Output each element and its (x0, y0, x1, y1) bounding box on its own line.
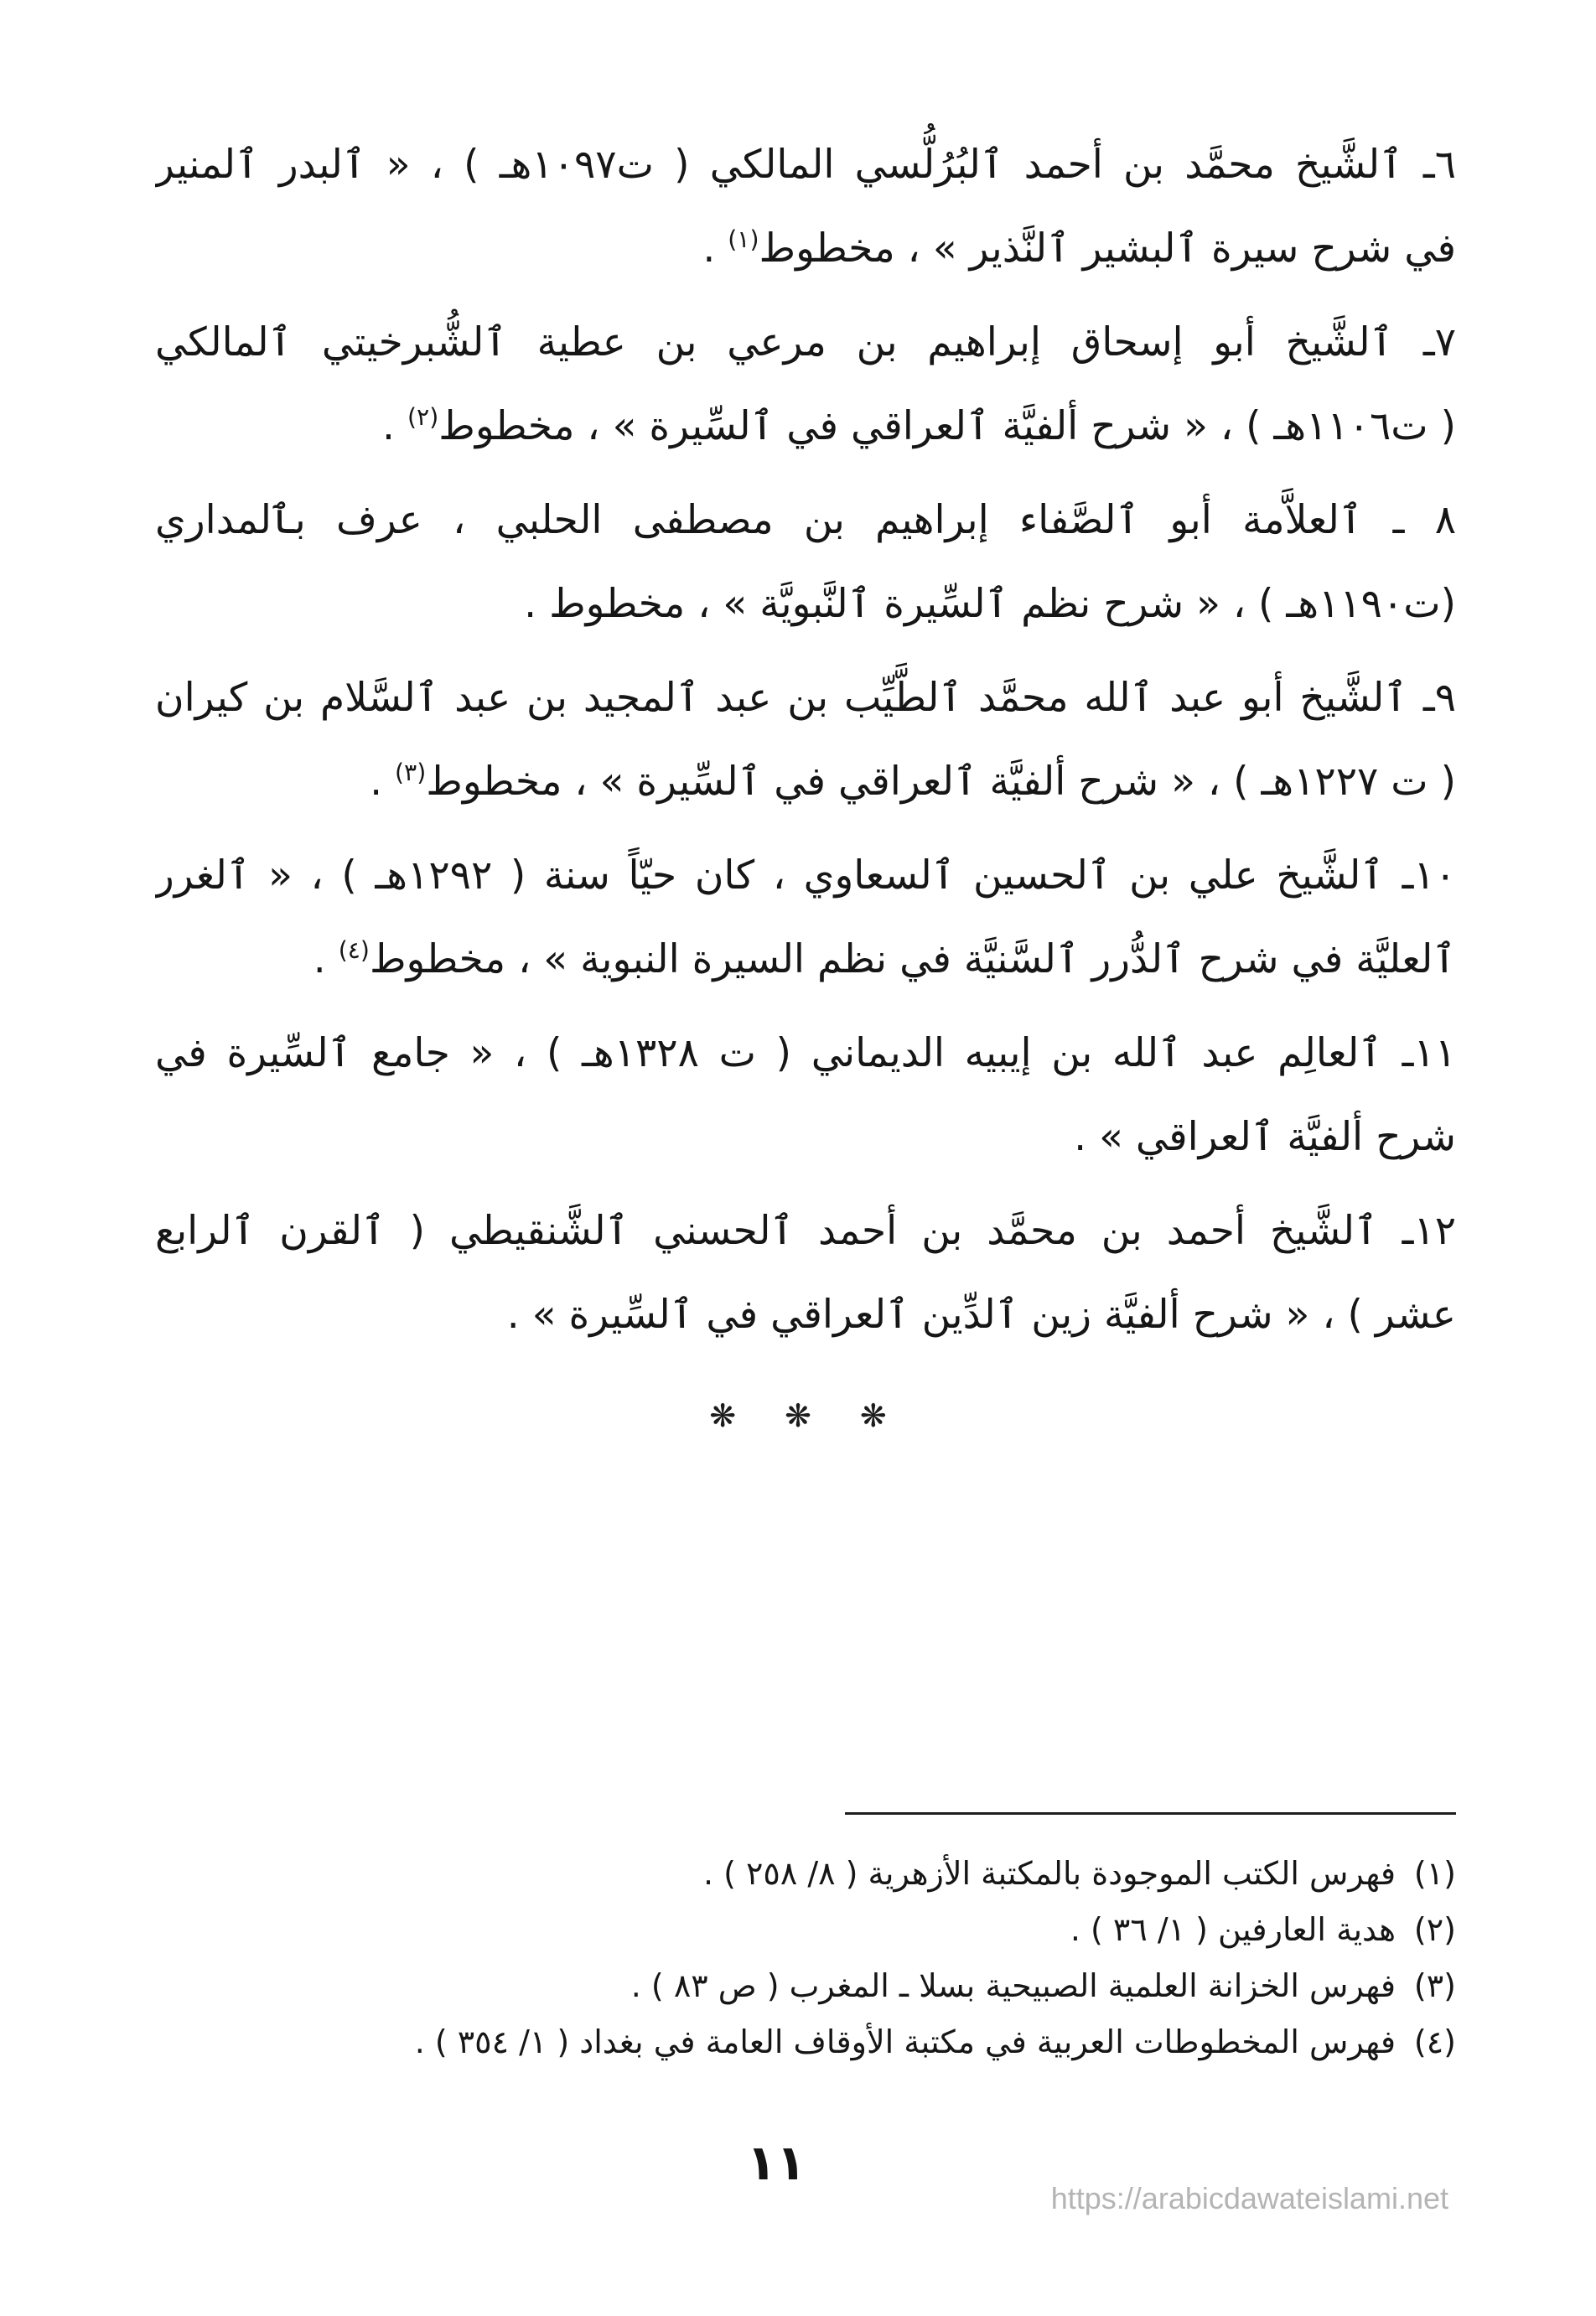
entry-7-line-2-text: ( ت١١٠٦هـ ) ، « شرح ألفيَّة ٱلعراقي في ٱلسِّيرة » ، مخطوط (438, 403, 1456, 449)
entry-6-end-mark: . (702, 225, 728, 272)
footnote-ref-4: (٤) (338, 936, 370, 965)
entry-7 (155, 301, 1456, 469)
entry-7-line-1: ٧ـ ٱلشَّيخ أبو إسحاق إبراهيم بن مرعي بن عطية ٱلشُّبرخيتي ٱلمالكي (155, 319, 1456, 365)
entry-8-line-2: (ت١١٩٠هـ ) ، « شرح نظم ٱلسِّيرة ٱلنَّبويَّة » ، مخطوط . (524, 581, 1456, 627)
entry-9-line-2-text: ( ت ١٢٢٧هـ ) ، « شرح ألفيَّة ٱلعراقي في ٱلسِّيرة » ، مخطوط (426, 759, 1456, 805)
entry-9 (155, 656, 1456, 824)
entry-10 (155, 834, 1456, 1002)
footnote-number: (٢) (1413, 1911, 1456, 1948)
entry-6-line-1: ٦ـ ٱلشَّيخ محمَّد بن أحمد ٱلبُرُلُّسي المالكي ( ت١٠٩٧هـ ) ، « ٱلبدر ٱلمنير (155, 142, 1456, 188)
footnote-number: (٣) (1413, 1967, 1456, 2004)
footnote-number: (٤) (1413, 2023, 1456, 2060)
entry-10-end-mark: . (313, 936, 339, 982)
footnote-text: فهرس الكتب الموجودة بالمكتبة الأزهرية ( ٨/ ٢٥٨ ) . (702, 1855, 1396, 1892)
page-number: ١١ (746, 2134, 806, 2191)
watermark-url: https://arabicdawateislami.net (1050, 2181, 1448, 2215)
footnote-1 (155, 1846, 1456, 1902)
entry-8 (155, 479, 1456, 646)
entry-9-line-1: ٩ـ ٱلشَّيخ أبو عبد ٱلله محمَّد ٱلطَّيِّب بن عبد ٱلمجيد بن عبد ٱلسَّلام بن كيران (155, 675, 1456, 721)
entry-11 (155, 1012, 1456, 1179)
footnote-4 (155, 2014, 1456, 2070)
footnote-ref-2: (٢) (407, 403, 439, 432)
footnotes (155, 1846, 1456, 2070)
entry-6-line-2 (155, 207, 1456, 291)
separator-ornament-icon: ❋ (709, 1397, 737, 1434)
entry-12 (155, 1189, 1456, 1357)
footnote-text: فهرس الخزانة العلمية الصبيحية بسلا ـ المغرب ( ص ٨٣ ) . (630, 1967, 1396, 2004)
entry-12-line-2: عشر ) ، « شرح ألفيَّة زين ٱلدِّين ٱلعراقي في ٱلسِّيرة » . (506, 1292, 1456, 1338)
separator-ornament-icon: ❋ (785, 1397, 811, 1434)
entry-10-line-1: ١٠ـ ٱلشَّيخ علي بن ٱلحسين ٱلسعاوي ، كان حيّاً سنة ( ١٢٩٢هـ ) ، « ٱلغرر (155, 852, 1456, 899)
entry-6-line-2-text: في شرح سيرة ٱلبشير ٱلنَّذير » ، مخطوط (759, 225, 1456, 272)
entry-7-line-2 (155, 385, 1456, 469)
entry-8-line-1: ٨ ـ ٱلعلاَّمة أبو ٱلصَّفاء إبراهيم بن مصطفى الحلبي ، عرف بٱلمداري (155, 497, 1456, 543)
footnote-ref-1: (١) (728, 225, 759, 254)
footnote-text: فهرس المخطوطات العربية في مكتبة الأوقاف العامة في بغداد ( ١/ ٣٥٤ ) . (414, 2023, 1396, 2060)
entry-12-line-1: ١٢ـ ٱلشَّيخ أحمد بن محمَّد بن أحمد ٱلحسني ٱلشَّنقيطي ( ٱلقرن ٱلرابع (155, 1208, 1456, 1254)
entry-10-line-2-text: ٱلعليَّة في شرح ٱلدُّرر ٱلسَّنيَّة في نظم السيرة النبوية » ، مخطوط (369, 936, 1456, 982)
footnote-text: هدية العارفين ( ١/ ٣٦ ) . (1070, 1911, 1396, 1948)
footnote-rule (845, 1812, 1456, 1815)
footnote-ref-3: (٣) (395, 759, 427, 787)
footnote-number: (١) (1413, 1855, 1456, 1892)
entry-11-line-2: شرح ألفيَّة ٱلعراقي » . (1074, 1114, 1456, 1160)
footnote-2 (155, 1902, 1456, 1958)
entry-11-line-1: ١١ـ ٱلعالِم عبد ٱلله بن إيبيه الديماني ( ت ١٣٢٨هـ ) ، « جامع ٱلسِّيرة في (155, 1030, 1456, 1076)
footnote-3 (155, 1958, 1456, 2014)
entry-10-line-2 (155, 918, 1456, 1002)
main-text (155, 123, 1456, 1367)
entry-9-line-2 (155, 740, 1456, 824)
entry-9-end-mark: . (370, 759, 396, 805)
section-separator (0, 1386, 1596, 1445)
entry-7-end-mark: . (382, 403, 407, 449)
entry-6 (155, 123, 1456, 291)
separator-ornament-icon: ❋ (859, 1397, 887, 1434)
